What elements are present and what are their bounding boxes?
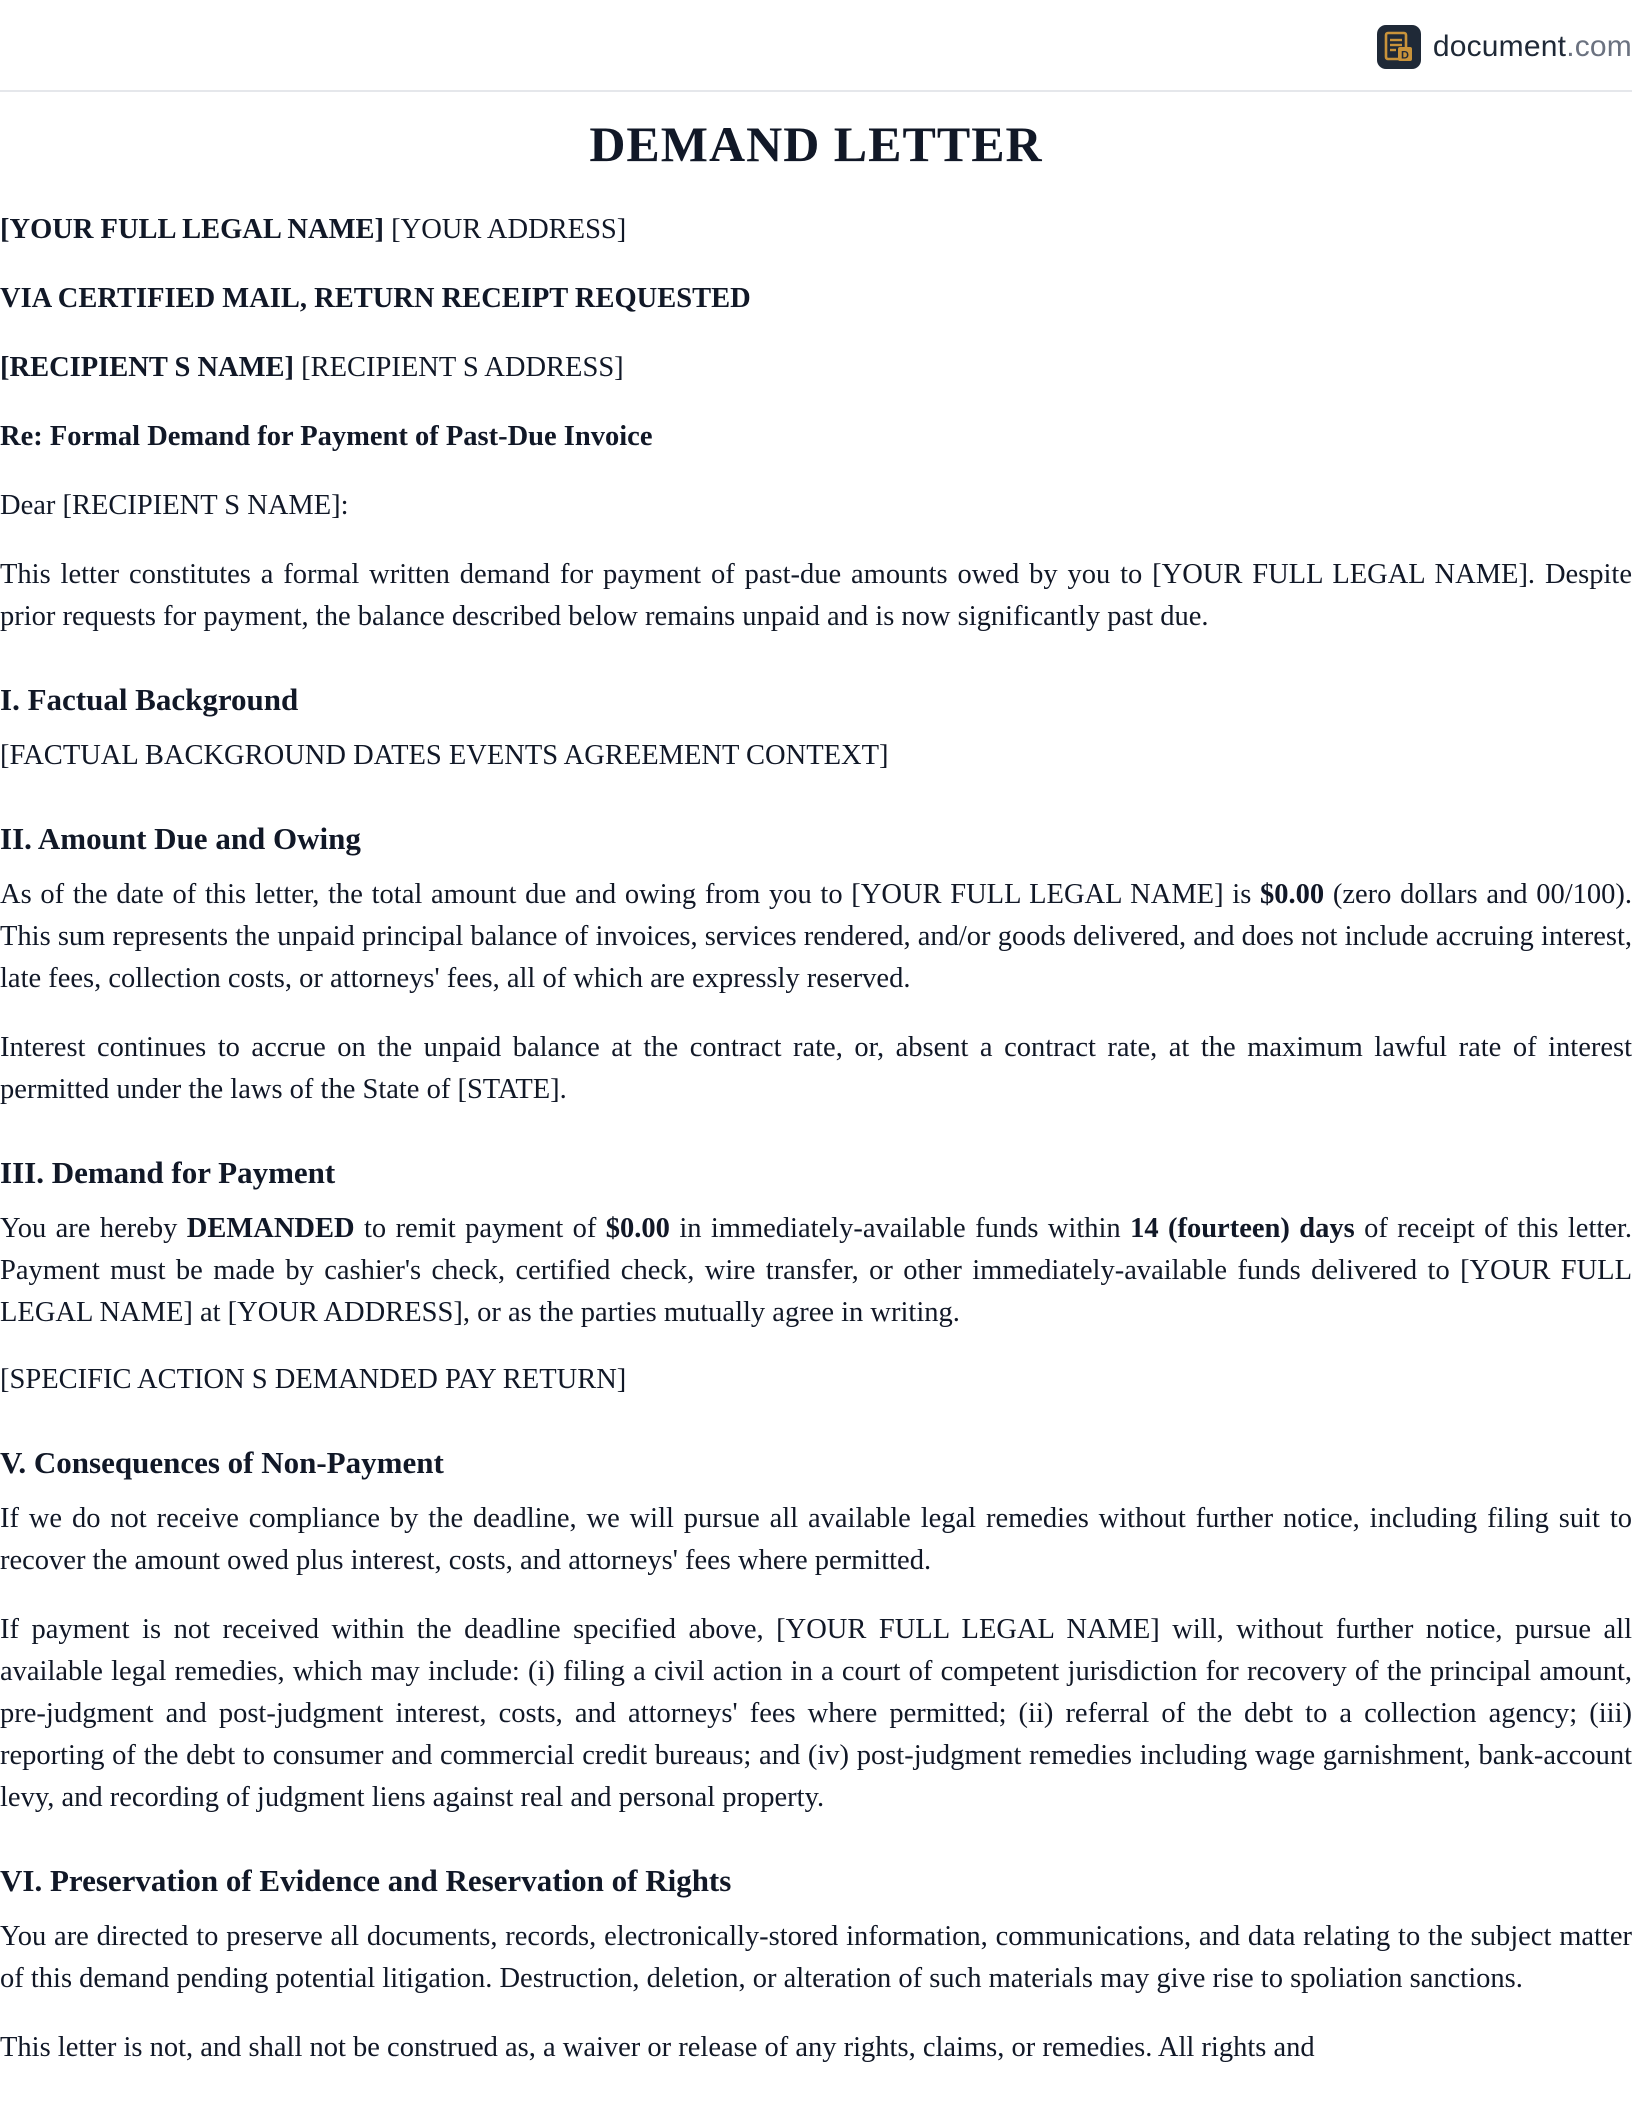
delivery-method: VIA CERTIFIED MAIL, RETURN RECEIPT REQUESTED [0,283,751,314]
delivery-method-line [0,278,1632,320]
document-body [0,92,1632,2069]
recipient-name: [RECIPIENT S NAME] [0,352,295,383]
brand-name-tld: .com [1566,30,1632,63]
demand-text-b: to remit payment of [354,1213,606,1244]
consequences-paragraph-1: If we do not receive compliance by the deadline, we will pursue all available legal remedies without further notice, including filing suit to recover the amount owed plus interest, costs, and attorneys' fees where permitted. [0,1503,1632,1576]
consequences-paragraph-2: If payment is not received within the deadline specified above, [YOUR FULL LEGAL NAME] will, without further notice, pursue all available legal remedies, which may include: (i) filing a civil action in a court of competent jurisdiction for recovery of the principal amount, pre-judgment and post-judgment interest, costs, and attorneys' fees where permitted; (ii) referral of the debt to a collection agency; (iii) reporting of the debt to consumer and commercial credit bureaus; and (iv) post-judgment remedies including wage garnishment, bank-account levy, and recording of judgment liens against real and personal property. [0,1614,1632,1813]
demand-paragraph-2: [SPECIFIC ACTION S DEMANDED PAY RETURN] [0,1364,627,1395]
heading-preservation: VI. Preservation of Evidence and Reservation of Rights [0,1863,732,1898]
recipient-address: [RECIPIENT S ADDRESS] [301,352,624,383]
sender-name: [YOUR FULL LEGAL NAME] [0,214,384,245]
amount-due-text-b: (zero dollars and 00/100). This sum represents the unpaid principal balance of invoices, services rendered, and/or goods delivered, and does not include accruing interest, late fees, collection costs, or attorneys' fees, all of which are expressly reserved. [0,879,1632,994]
demand-text-a: You are hereby [0,1213,187,1244]
heading-factual-background: I. Factual Background [0,682,299,717]
sender-block [0,209,1632,251]
demand-text-d: of receipt of this letter. Payment must be made by cashier's check, certified check, wire transfer, or other immediately-available funds delivered to [YOUR FULL LEGAL NAME] at [YOUR ADDRESS], or as the parties mutually agree in writing. [0,1213,1632,1328]
brand-logo-link[interactable] [1377,24,1632,70]
heading-amount-due: II. Amount Due and Owing [0,821,361,856]
svg-text:D: D [1400,49,1409,62]
intro-paragraph: This letter constitutes a formal written demand for payment of past-due amounts owed by you to [YOUR FULL LEGAL NAME]. Despite prior requests for payment, the balance described below remains unpaid and is now significantly past due. [0,559,1632,632]
preservation-paragraph-2: This letter is not, and shall not be construed as, a waiver or release of any rights, claims, or remedies. All rights and [0,2032,1315,2063]
demand-days: 14 (fourteen) days [1130,1213,1355,1244]
demand-text-c: in immediately-available funds within [669,1213,1131,1244]
amount-due-text-a: As of the date of this letter, the total amount due and owing from you to [YOUR FULL LEGAL NAME] is [0,879,1260,910]
salutation: Dear [RECIPIENT S NAME]: [0,490,349,521]
document-title: DEMAND LETTER [589,116,1043,172]
heading-consequences: V. Consequences of Non-Payment [0,1445,444,1480]
amount-due-paragraph-1 [0,874,1632,1000]
amount-due-paragraph-2: Interest continues to accrue on the unpaid balance at the contract rate, or, absent a contract rate, at the maximum lawful rate of interest permitted under the laws of the State of [STATE]. [0,1032,1632,1105]
top-bar [0,0,1632,92]
preservation-paragraph-1: You are directed to preserve all documents, records, electronically-stored information, communications, and data relating to the subject matter of this demand pending potential litigation. Destruction, deletion, or alteration of such materials may give rise to spoliation sanctions. [0,1921,1632,1994]
demand-demanded: DEMANDED [186,1213,355,1244]
subject-line [0,416,1632,458]
demand-amount: $0.00 [605,1213,670,1244]
subject: Re: Formal Demand for Payment of Past-Due Invoice [0,421,653,452]
factual-background-body: [FACTUAL BACKGROUND DATES EVENTS AGREEMENT CONTEXT] [0,740,889,771]
heading-demand-for-payment: III. Demand for Payment [0,1155,336,1190]
demand-paragraph-1 [0,1208,1632,1334]
sender-address: [YOUR ADDRESS] [391,214,627,245]
recipient-block [0,347,1632,389]
brand-name-main: document [1432,30,1567,63]
document-logo-icon [1377,25,1421,69]
brand-name [1433,30,1632,64]
amount-due-value: $0.00 [1260,879,1325,910]
